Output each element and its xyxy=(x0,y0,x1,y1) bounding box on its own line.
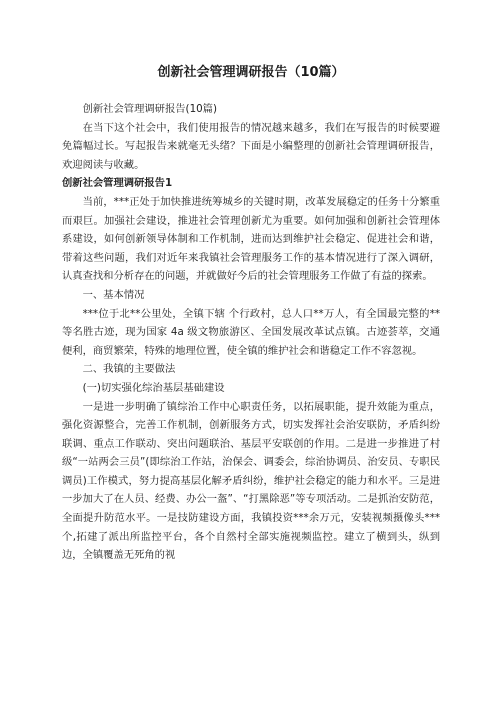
body-paragraph: 在当下这个社会中，我们使用报告的情况越来越多，我们在写报告的时候要避免篇幅过长。写起报告来就毫无头绪？下面是小编整理的创新社会管理调研报告，欢迎阅读与收藏。 xyxy=(62,121,440,171)
body-paragraph: 当前，***正处于加快推进统筹城乡的关键时期，改革发展稳定的任务十分繁重而艰巨。加强社会建设，推进社会管理创新尤为重要。如何加强和创新社会管理体系建设，如何创新领导体制和工作机制，进而达到维护社会稳定、促进社会和谐，带着这些问题，我们对近年来我镇社会管理服务工作的基本情况进行了深入调研，认真查找和分析存在的问题，并就做好今后的社会管理服务工作做了有益的探索。 xyxy=(62,195,440,283)
section-heading: 二、我镇的主要做法 xyxy=(82,363,176,376)
body-paragraph: 创新社会管理调研报告(10篇) xyxy=(82,103,217,115)
document-body xyxy=(62,100,440,565)
report-heading: 创新社会管理调研报告1 xyxy=(62,177,173,190)
subsection-heading: (一)切实强化综治基层基础建设 xyxy=(82,381,225,394)
document-title: 创新社会管理调研报告（10篇） xyxy=(157,65,345,80)
body-paragraph: 一是进一步明确了镇综治工作中心职责任务，以拓展职能，提升效能为重点，强化资源整合，完善工作机制，创新服务方式，切实发挥社会治安联防，矛盾纠纷联调、重点工作联动、突出问题联治、基层平安联创的作用。二是进一步推进了村级“一站两会三员”(即综治工作站，治保会、调委会，综治协调员、治安员、专职民调员)工作模式，努力提高基层化解矛盾纠纷，维护社会稳定的能力和水平。三是进一步加大了在人员、经费、办公一盔”、“打黑除恶”等专项活动。二是抓治安防范，全面提升防范水平。一是技防建设方面，我镇投资***余万元，安装视频摄像头***个,拓建了派出所监控平台，各个自然村全部实施视频监控。建立了横到头，纵到边，全镇覆盖无死角的视 xyxy=(62,400,440,562)
section-heading: 一、基本情况 xyxy=(82,288,145,301)
body-paragraph: ***位于北**公里处，全镇下辖 个行政村，总人口**万人，有全国最完整的**等名胜古迹，现为国家 4a 级文物旅游区、全国发展改革试点镇。古迹荟萃，交通便利，商贸繁荣，特殊的地理位置，使全镇的维护社会和谐稳定工作不容忽视。 xyxy=(62,307,440,357)
